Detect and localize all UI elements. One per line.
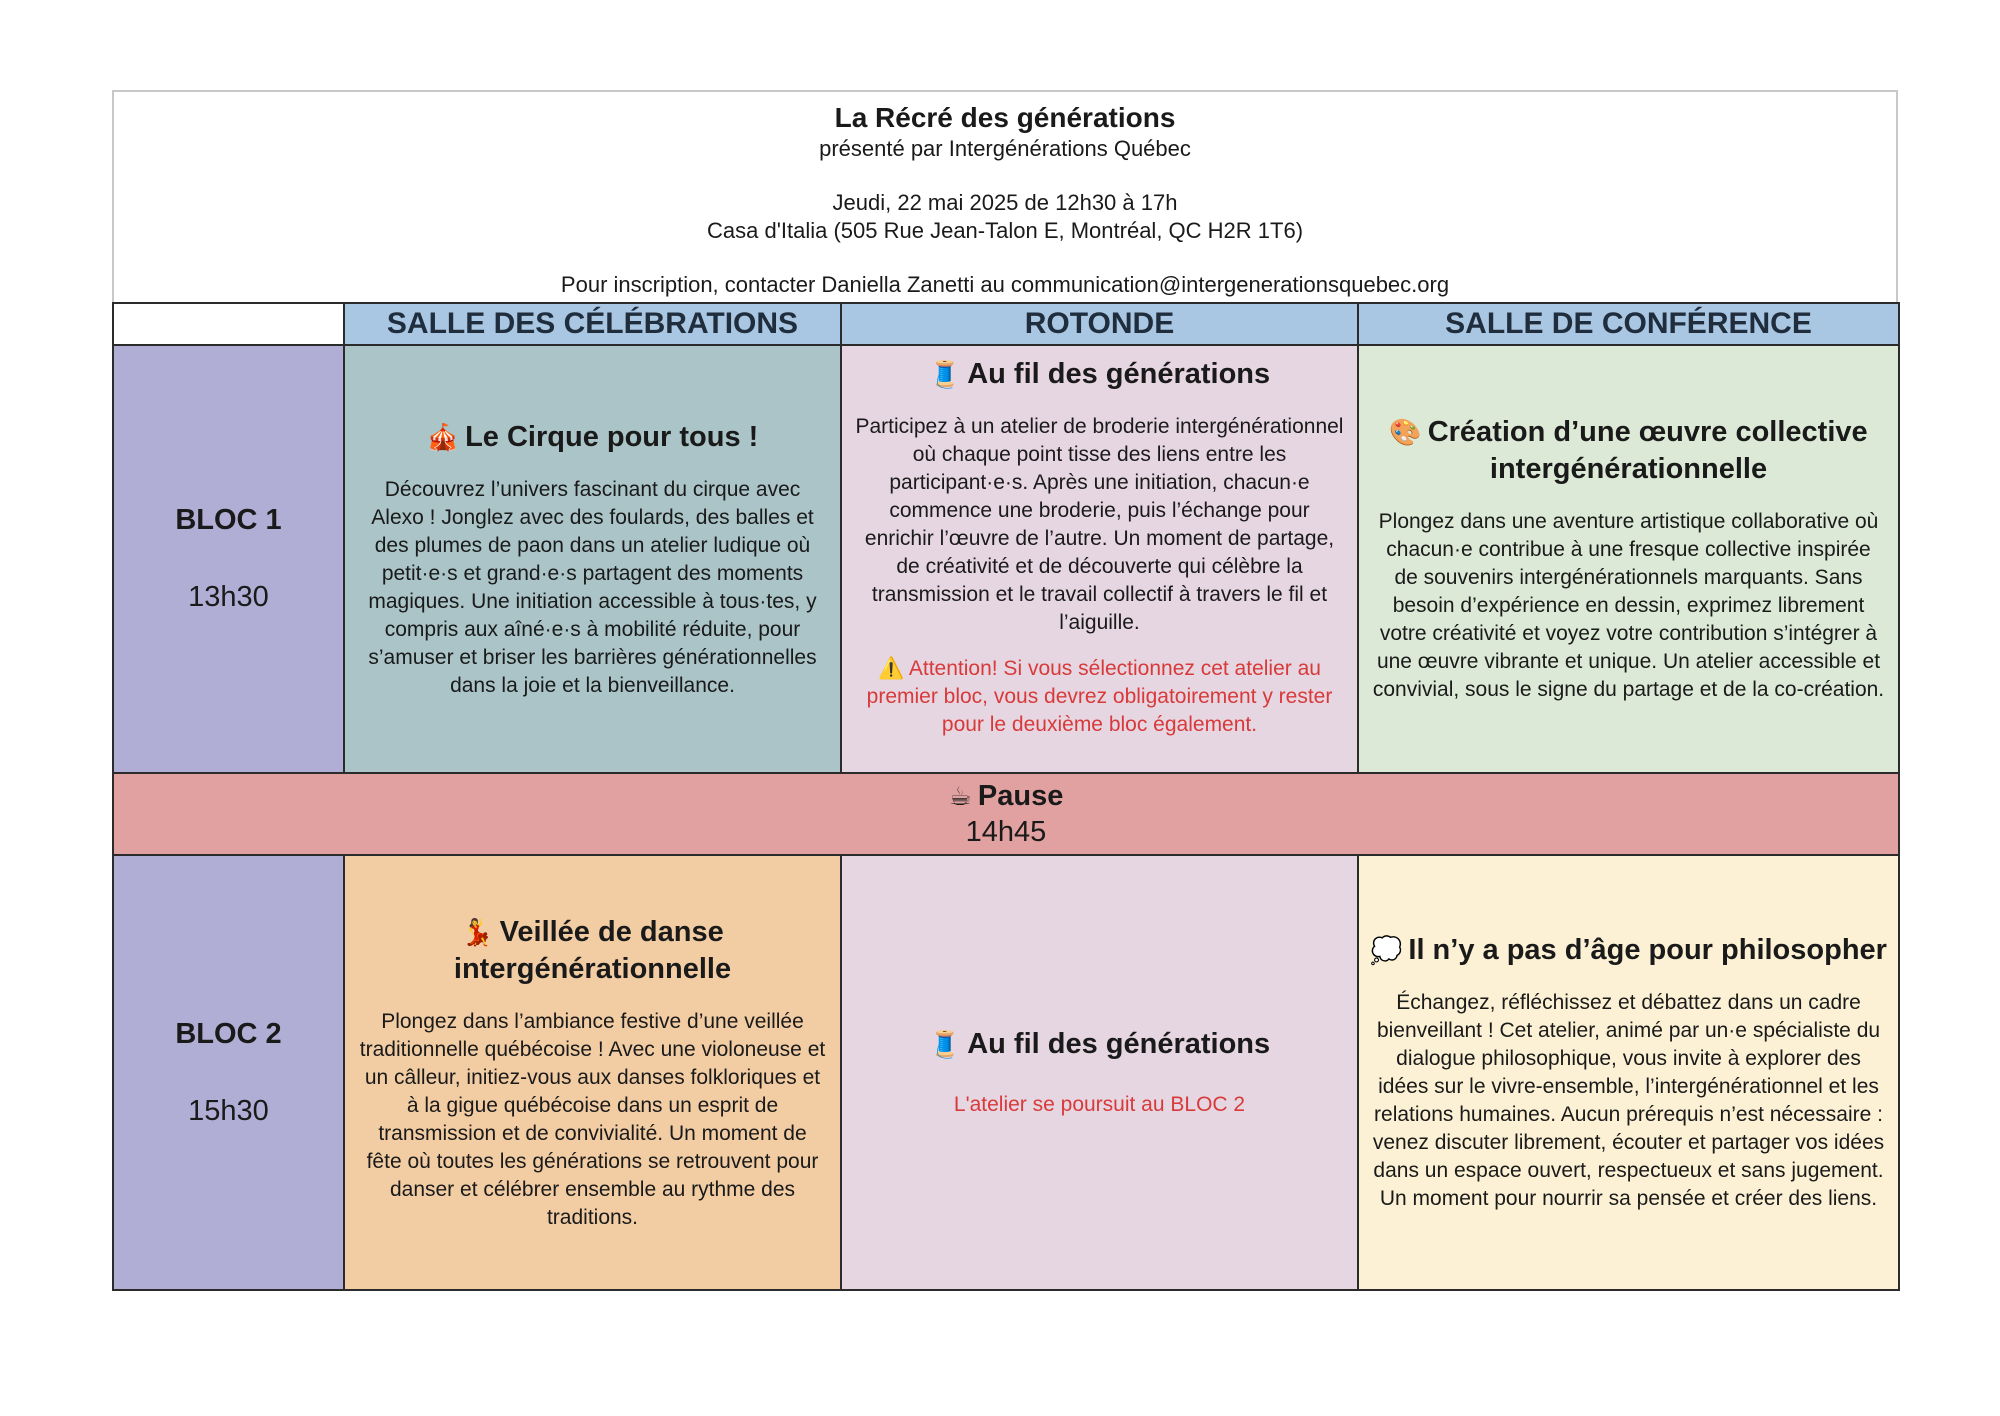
- schedule-sheet: [112, 90, 1898, 1291]
- bloc1-name: BLOC 1: [175, 504, 282, 536]
- philo-title: 💭 Il n’y a pas d’âge pour philosopher: [1370, 934, 1887, 966]
- activity-creation: [1358, 345, 1899, 773]
- pause-time: 14h45: [965, 816, 1047, 848]
- activity-danse: [344, 855, 841, 1290]
- fil-warning: ⚠️ Attention! Si vous sélectionnez cet atelier au premier bloc, vous devrez obligatoirement y rester pour le deuxième bloc également.: [866, 657, 1333, 736]
- room-rotonde: ROTONDE: [841, 303, 1358, 345]
- pause-row: [113, 773, 1899, 855]
- rooms-header-row: [113, 303, 1899, 345]
- bloc2-label: [113, 855, 344, 1290]
- thread-spool-icon: 🧵: [928, 1029, 962, 1059]
- fil2-note: L'atelier se poursuit au BLOC 2: [953, 1093, 1246, 1116]
- event-title: La Récré des générations: [834, 102, 1176, 133]
- event-header: [112, 90, 1898, 302]
- event-date: Jeudi, 22 mai 2025 de 12h30 à 17h: [832, 190, 1178, 215]
- bloc2-name: BLOC 2: [175, 1017, 282, 1050]
- pause-cell: [113, 773, 1899, 855]
- danse-title: 💃 Veillée de danse intergénérationnelle: [453, 915, 732, 985]
- dancer-icon: 💃: [461, 916, 494, 947]
- event-location: Casa d'Italia (505 Rue Jean-Talon E, Montréal, QC H2R 1T6): [706, 218, 1304, 243]
- cirque-title: 🎪 Le Cirque pour tous !: [426, 420, 759, 453]
- coffee-icon: ☕: [948, 781, 972, 811]
- philo-description: Échangez, réfléchissez et débattez dans un cadre bienveillant ! Cet atelier, animé par un·e spécialiste du dialogue philosophique, vous invite à explorer des idées sur le vivre-ensemble, l’intergénérationnel et les relations humaines. Aucun prérequis n’est nécessaire : venez discuter librement, écouter et partager vos idées dans un espace ouvert, respectueux et sans jugement. Un moment pour nourrir sa pensée et créer des liens.: [1372, 991, 1885, 1210]
- pause-title: ☕ Pause: [948, 780, 1064, 812]
- palette-icon: 🎨: [1389, 417, 1422, 447]
- bloc1-label: [113, 345, 344, 773]
- activity-fil-bloc1: [841, 345, 1358, 773]
- fil2-title: 🧵 Au fil des générations: [928, 1028, 1271, 1060]
- bloc1-time: 13h30: [188, 581, 269, 613]
- cirque-description: Découvrez l’univers fascinant du cirque avec Alexo ! Jonglez avec des foulards, des balles et des plumes de paon dans un atelier ludique où petit·e·s et grand·e·s partagent des moments magiques. Une initiation accessible à tous·tes, y compris aux aîné·e·s à mobilité réduite, pour s’amuser et briser les barrières générationnelles dans la joie et la bienveillance.: [368, 477, 817, 697]
- thought-bubble-icon: 💭: [1370, 935, 1403, 965]
- corner-cell: [113, 303, 344, 345]
- thread-spool-icon: 🧵: [928, 359, 962, 389]
- activity-fil-bloc2: [841, 855, 1358, 1290]
- bloc2-row: [113, 855, 1899, 1290]
- creation-title: 🎨 Création d’une œuvre collective intergénérationnelle: [1389, 416, 1868, 485]
- event-contact: Pour inscription, contacter Daniella Zanetti au communication@intergenerationsquebec.org: [560, 272, 1450, 297]
- bloc2-time: 15h30: [188, 1094, 269, 1127]
- fil-description: Participez à un atelier de broderie intergénérationnel où chaque point tisse des liens entre les participant·e·s. Après une initiation, chacun·e commence une broderie, puis l’échange pour enrichir l’œuvre de l’autre. Un moment de partage, de créativité et de découverte qui célèbre la transmission et le travail collectif à travers le fil et l’aiguille.: [855, 415, 1344, 634]
- room-celebrations: SALLE DES CÉLÉBRATIONS: [344, 303, 841, 345]
- danse-description: Plongez dans l’ambiance festive d’une veillée traditionnelle québécoise ! Avec une violoneuse et un câlleur, initiez-vous aux danses folkloriques et à la gigue québécoise dans un esprit de transmission et de convivialité. Un moment de fête où toutes les générations se retrouvent pour danser et célébrer ensemble au rythme des traditions.: [359, 1009, 826, 1229]
- activity-cirque: [344, 345, 841, 773]
- event-subtitle: présenté par Intergénérations Québec: [819, 136, 1191, 161]
- fil-title: 🧵 Au fil des générations: [928, 358, 1271, 390]
- creation-description: Plongez dans une aventure artistique collaborative où chacun·e contribue à une fresque collective inspirée de souvenirs intergénérationnels marquants. Sans besoin d’expérience en dessin, exprimez librement votre créativité et voyez votre contribution s’intégrer à une œuvre vibrante et unique. Un atelier accessible et convivial, sous le signe du partage et de la co-création.: [1372, 510, 1885, 701]
- circus-tent-icon: 🎪: [426, 421, 460, 452]
- schedule-table: [112, 302, 1900, 1291]
- activity-philo: [1358, 855, 1899, 1290]
- bloc1-row: [113, 345, 1899, 773]
- warning-icon: ⚠️: [878, 657, 905, 680]
- room-conference: SALLE DE CONFÉRENCE: [1358, 303, 1899, 345]
